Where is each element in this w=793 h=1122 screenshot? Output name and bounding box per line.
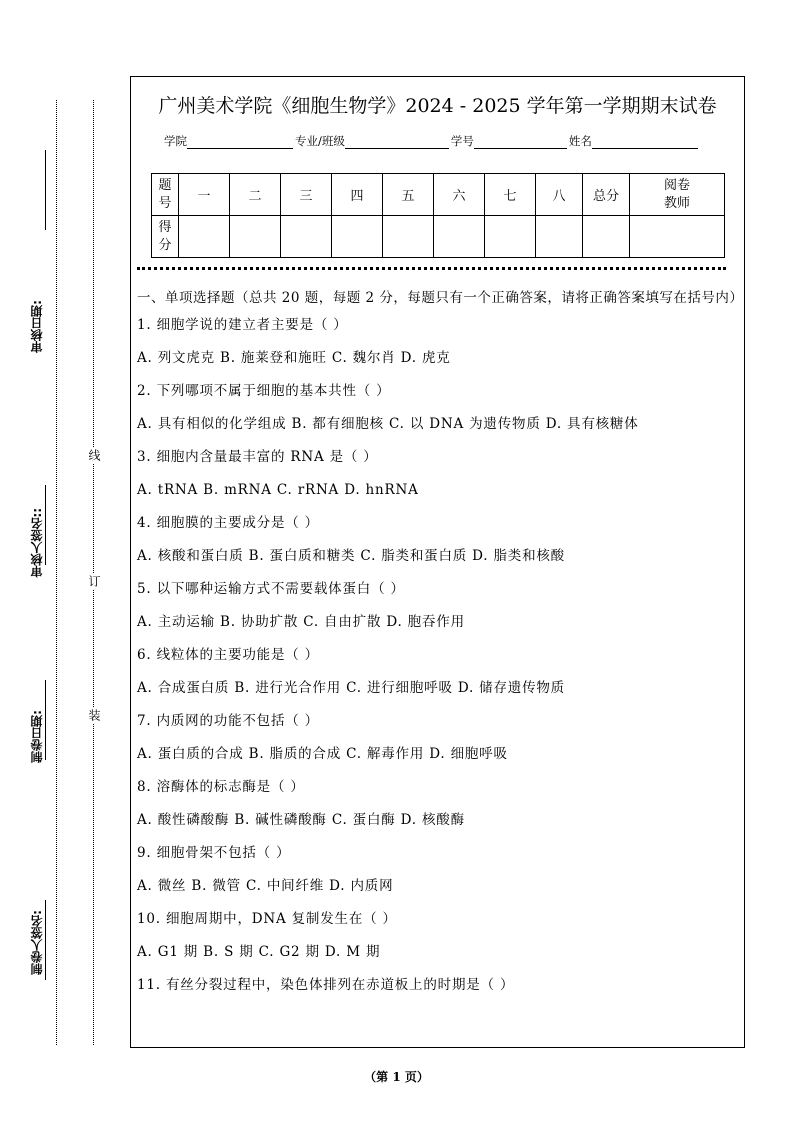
col-header: 六 bbox=[434, 174, 485, 216]
major-class-field[interactable] bbox=[345, 135, 449, 149]
question-text: 7. 内质网的功能不包括（ ） bbox=[137, 713, 319, 729]
score-cell[interactable] bbox=[230, 216, 281, 258]
separator-dotted-line bbox=[137, 267, 726, 270]
question-text: 8. 溶酶体的标志酶是（ ） bbox=[137, 779, 305, 795]
col-header: 八 bbox=[536, 174, 583, 216]
col-header: 五 bbox=[383, 174, 434, 216]
score-cell[interactable] bbox=[179, 216, 230, 258]
score-cell-total[interactable] bbox=[583, 216, 630, 258]
score-cell[interactable] bbox=[485, 216, 536, 258]
question-options: A. 列文虎克 B. 施莱登和施旺 C. 魏尔肖 D. 虎克 bbox=[137, 350, 451, 366]
col-header: 二 bbox=[230, 174, 281, 216]
score-cell[interactable] bbox=[332, 216, 383, 258]
maker-date-line[interactable] bbox=[45, 680, 46, 760]
score-table-header-row bbox=[152, 174, 725, 216]
score-cell[interactable] bbox=[383, 216, 434, 258]
question-text: 10. 细胞周期中，DNA 复制发生在（ ） bbox=[137, 911, 397, 927]
reviewer-signature-label: 审核人签名:: bbox=[30, 508, 44, 578]
question-options: A. 蛋白质的合成 B. 脂质的合成 C. 解毒作用 D. 细胞呼吸 bbox=[137, 746, 508, 762]
question-options: A. G1 期 B. S 期 C. G2 期 D. M 期 bbox=[137, 944, 381, 960]
col-header: 一 bbox=[179, 174, 230, 216]
name-field[interactable] bbox=[592, 135, 698, 149]
college-field[interactable] bbox=[187, 135, 293, 149]
col-header-reviewer: 阅卷 教师 bbox=[630, 174, 725, 216]
question-options: A. 合成蛋白质 B. 进行光合作用 C. 进行细胞呼吸 D. 储存遗传物质 bbox=[137, 680, 565, 696]
score-table bbox=[151, 173, 725, 258]
question-text: 1. 细胞学说的建立者主要是（ ） bbox=[137, 317, 348, 333]
question-text: 3. 细胞内含量最丰富的 RNA 是（ ） bbox=[137, 449, 378, 465]
exam-frame bbox=[130, 76, 745, 1048]
question-options: A. 主动运输 B. 协助扩散 C. 自由扩散 D. 胞吞作用 bbox=[137, 614, 465, 630]
score-cell-reviewer[interactable] bbox=[630, 216, 725, 258]
maker-signature-line[interactable] bbox=[45, 900, 46, 980]
score-label-cell: 得 分 bbox=[152, 216, 179, 258]
maker-date-label: 制卷日期: bbox=[30, 710, 44, 763]
binding-char-ding: 订 bbox=[87, 575, 101, 587]
major-class-label: 专业/班级 bbox=[295, 134, 345, 148]
college-label: 学院 bbox=[164, 134, 187, 148]
reviewer-signature-line[interactable] bbox=[45, 485, 46, 565]
question-text: 6. 线粒体的主要功能是（ ） bbox=[137, 647, 319, 663]
col-header: 七 bbox=[485, 174, 536, 216]
question-text: 9. 细胞骨架不包括（ ） bbox=[137, 845, 291, 861]
questions-area bbox=[137, 287, 744, 1008]
score-cell[interactable] bbox=[434, 216, 485, 258]
question-options: A. tRNA B. mRNA C. rRNA D. hnRNA bbox=[137, 482, 419, 498]
exam-title: 广州美术学院《细胞生物学》2024 - 2025 学年第一学期期末试卷 bbox=[158, 95, 717, 117]
col-header-total: 总分 bbox=[583, 174, 630, 216]
question-options: A. 微丝 B. 微管 C. 中间纤维 D. 内质网 bbox=[137, 878, 394, 894]
col-header: 三 bbox=[281, 174, 332, 216]
question-options: A. 酸性磷酸酶 B. 碱性磷酸酶 C. 蛋白酶 D. 核酸酶 bbox=[137, 812, 465, 828]
question-text: 5. 以下哪种运输方式不需要载体蛋白（ ） bbox=[137, 581, 405, 597]
student-id-label: 学号 bbox=[450, 134, 474, 148]
question-text: 2. 下列哪项不属于细胞的基本共性（ ） bbox=[137, 383, 391, 399]
score-cell[interactable] bbox=[536, 216, 583, 258]
review-date-label: 审核日期: bbox=[30, 300, 44, 353]
binding-dotted-line-outer bbox=[56, 100, 57, 1045]
binding-char-zhuang: 装 bbox=[87, 709, 101, 721]
col-header: 四 bbox=[332, 174, 383, 216]
question-text: 11. 有丝分裂过程中，染色体排列在赤道板上的时期是（ ） bbox=[137, 977, 515, 993]
score-table-score-row bbox=[152, 216, 725, 258]
header-label-cell: 题 号 bbox=[152, 174, 179, 216]
question-options: A. 具有相似的化学组成 B. 都有细胞核 C. 以 DNA 为遗传物质 D. 具有核糖体 bbox=[137, 416, 639, 432]
section-title: 一、单项选择题（总共 20 题，每题 2 分，每题只有一个正确答案，请将正确答案填写在括号内） bbox=[137, 290, 744, 306]
maker-signature-label: 制卷人签名: bbox=[30, 910, 44, 975]
name-label: 姓名 bbox=[568, 134, 592, 148]
student-id-field[interactable] bbox=[474, 135, 567, 149]
student-info-row bbox=[164, 133, 700, 149]
question-text: 4. 细胞膜的主要成分是（ ） bbox=[137, 515, 319, 531]
score-cell[interactable] bbox=[281, 216, 332, 258]
binding-char-xian: 线 bbox=[87, 449, 101, 461]
page-footer: （第 1 页） bbox=[364, 1070, 429, 1084]
review-date-line[interactable] bbox=[45, 150, 46, 230]
question-options: A. 核酸和蛋白质 B. 蛋白质和糖类 C. 脂类和蛋白质 D. 脂类和核酸 bbox=[137, 548, 565, 564]
